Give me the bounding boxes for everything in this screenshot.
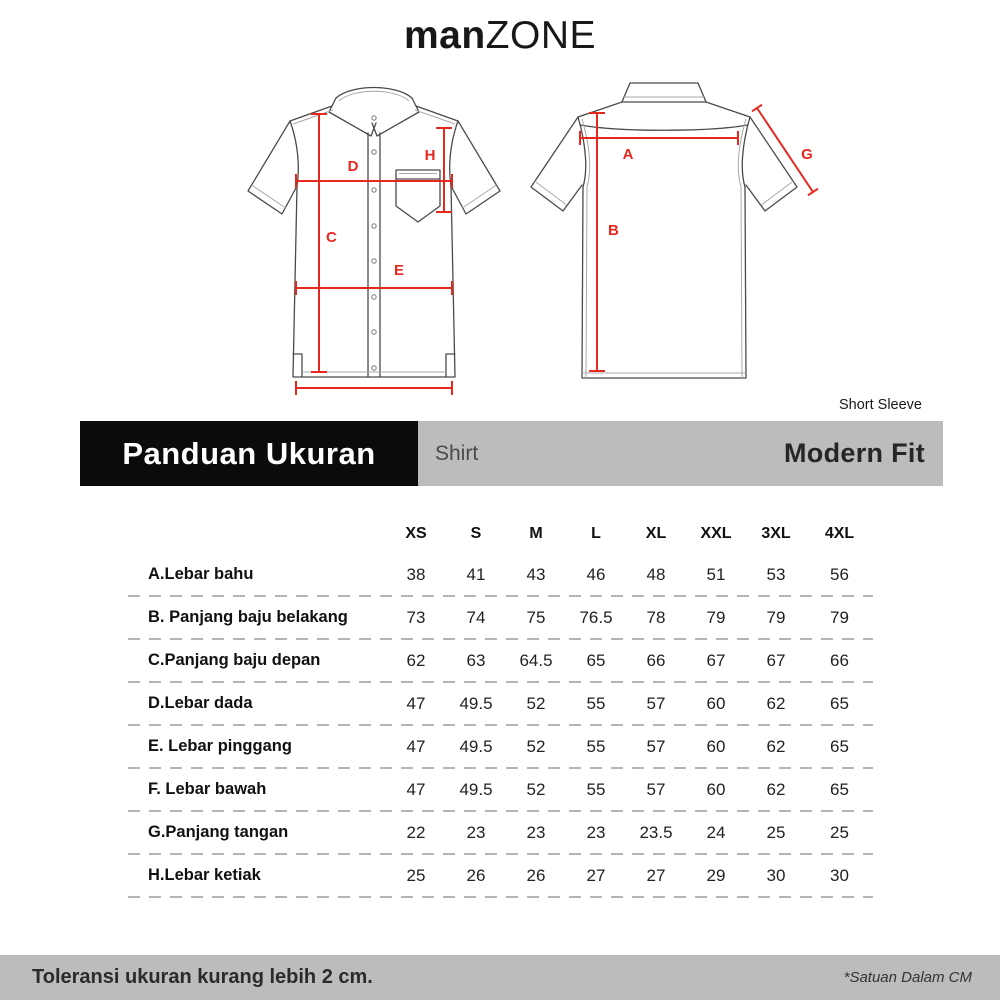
size-value-cell: 52	[526, 736, 546, 756]
size-value-cell: 62	[766, 779, 786, 799]
brand-logo-zone: ZONE	[485, 14, 597, 57]
measure-label-h: H	[424, 147, 436, 164]
size-value-cell: 47	[406, 779, 426, 799]
fit-label: Modern Fit	[784, 438, 925, 468]
size-value-cell: 51	[706, 564, 726, 584]
table-row	[128, 553, 873, 596]
size-value-cell: 55	[586, 693, 606, 713]
size-value-cell: 48	[646, 564, 666, 584]
measure-label-a: A	[622, 146, 634, 163]
size-value-cell: 27	[646, 865, 666, 885]
row-label: A.Lebar bahu	[148, 565, 254, 583]
size-guide-title	[80, 421, 418, 486]
size-value-cell: 74	[466, 607, 486, 627]
size-value-cell: 67	[766, 650, 786, 670]
table-row	[128, 596, 873, 639]
size-value-cell: 55	[586, 736, 606, 756]
size-column-header: XL	[645, 525, 667, 542]
brand-logo-man: man	[403, 14, 486, 57]
size-value-cell: 52	[526, 693, 546, 713]
tolerance-note: Toleransi ukuran kurang lebih 2 cm.	[32, 966, 373, 988]
size-value-cell: 64.5	[519, 650, 553, 670]
title-bar-right	[418, 421, 943, 486]
size-value-cell: 29	[706, 865, 726, 885]
size-value-cell: 43	[526, 564, 546, 584]
sleeve-type-label: Short Sleeve	[838, 397, 922, 413]
shirt-back-outline	[531, 83, 797, 378]
size-value-cell: 65	[586, 650, 606, 670]
size-value-cell: 23	[466, 822, 486, 842]
size-value-cell: 26	[526, 865, 546, 885]
row-label: F. Lebar bawah	[148, 780, 267, 798]
size-value-cell: 57	[646, 779, 666, 799]
size-value-cell: 22	[406, 822, 426, 842]
size-value-cell: 47	[406, 693, 426, 713]
size-column-header: 3XL	[761, 525, 791, 542]
size-column-header: XXL	[700, 525, 732, 542]
size-value-cell: 78	[646, 607, 666, 627]
size-value-cell: 62	[766, 736, 786, 756]
size-value-cell: 57	[646, 736, 666, 756]
size-value-cell: 79	[830, 607, 849, 627]
size-table	[128, 515, 873, 897]
size-value-cell: 30	[830, 865, 849, 885]
size-value-cell: 25	[766, 822, 786, 842]
measure-label-e: E	[393, 262, 405, 279]
size-value-cell: 62	[766, 693, 786, 713]
size-value-cell: 66	[830, 650, 849, 670]
size-value-cell: 30	[766, 865, 786, 885]
measure-label-d: D	[347, 158, 359, 175]
size-value-cell: 23	[586, 822, 606, 842]
shirt-back-diagram	[520, 75, 830, 405]
size-value-cell: 41	[466, 564, 486, 584]
row-label: H.Lebar ketiak	[148, 866, 261, 884]
row-label: G.Panjang tangan	[148, 823, 289, 841]
size-value-cell: 25	[406, 865, 426, 885]
unit-note: *Satuan Dalam CM	[843, 969, 972, 986]
size-column-header: 4XL	[824, 525, 855, 542]
front-measure-lines	[296, 114, 452, 395]
size-column-header: XS	[405, 525, 427, 542]
row-label: E. Lebar pinggang	[148, 737, 292, 755]
size-table-header-row	[128, 515, 873, 553]
table-row	[128, 725, 873, 768]
table-row	[128, 768, 873, 811]
back-measure-lines	[580, 105, 818, 371]
size-column-header: S	[470, 525, 482, 542]
size-value-cell: 53	[766, 564, 786, 584]
size-value-cell: 65	[830, 736, 849, 756]
size-value-cell: 26	[466, 865, 486, 885]
size-value-cell: 47	[406, 736, 426, 756]
size-value-cell: 52	[526, 779, 546, 799]
size-value-cell: 46	[586, 564, 606, 584]
row-label: B. Panjang baju belakang	[148, 608, 348, 626]
shirt-front-diagram	[240, 75, 530, 405]
measure-label-b: B	[608, 222, 619, 239]
table-row	[128, 682, 873, 725]
front-buttons	[372, 116, 376, 370]
size-value-cell: 27	[586, 865, 606, 885]
title-bar	[80, 421, 943, 486]
size-column-header: L	[591, 525, 601, 542]
size-value-cell: 49.5	[459, 693, 493, 713]
size-value-cell: 25	[830, 822, 849, 842]
size-value-cell: 24	[706, 822, 726, 842]
size-value-cell: 65	[830, 779, 849, 799]
size-value-cell: 79	[766, 607, 786, 627]
size-value-cell: 67	[706, 650, 726, 670]
size-column-header: M	[529, 525, 543, 542]
row-label: C.Panjang baju depan	[148, 651, 321, 669]
size-value-cell: 23	[526, 822, 546, 842]
size-value-cell: 73	[406, 607, 426, 627]
size-value-cell: 55	[586, 779, 606, 799]
measure-label-c: C	[326, 229, 337, 246]
size-value-cell: 49.5	[459, 736, 493, 756]
shirt-front-outline	[248, 88, 500, 378]
size-value-cell: 62	[406, 650, 426, 670]
table-row	[128, 854, 873, 897]
size-value-cell: 49.5	[459, 779, 493, 799]
size-value-cell: 60	[706, 779, 726, 799]
size-value-cell: 60	[706, 736, 726, 756]
size-value-cell: 76.5	[579, 607, 613, 627]
size-guide-title-text: Panduan Ukuran	[122, 435, 376, 471]
measure-label-g: G	[801, 146, 813, 163]
size-value-cell: 60	[706, 693, 726, 713]
size-value-cell: 56	[830, 564, 849, 584]
size-value-cell: 38	[406, 564, 426, 584]
size-value-cell: 63	[466, 650, 486, 670]
size-value-cell: 57	[646, 693, 666, 713]
footer-bar	[0, 955, 1000, 1000]
brand-logo	[0, 14, 1000, 58]
row-label: D.Lebar dada	[148, 694, 253, 712]
size-value-cell: 75	[526, 607, 546, 627]
size-value-cell: 23.5	[639, 822, 673, 842]
table-row	[128, 639, 873, 682]
table-row	[128, 811, 873, 854]
product-type-label: Shirt	[435, 441, 479, 465]
size-value-cell: 79	[706, 607, 726, 627]
size-value-cell: 66	[646, 650, 666, 670]
size-value-cell: 65	[830, 693, 849, 713]
